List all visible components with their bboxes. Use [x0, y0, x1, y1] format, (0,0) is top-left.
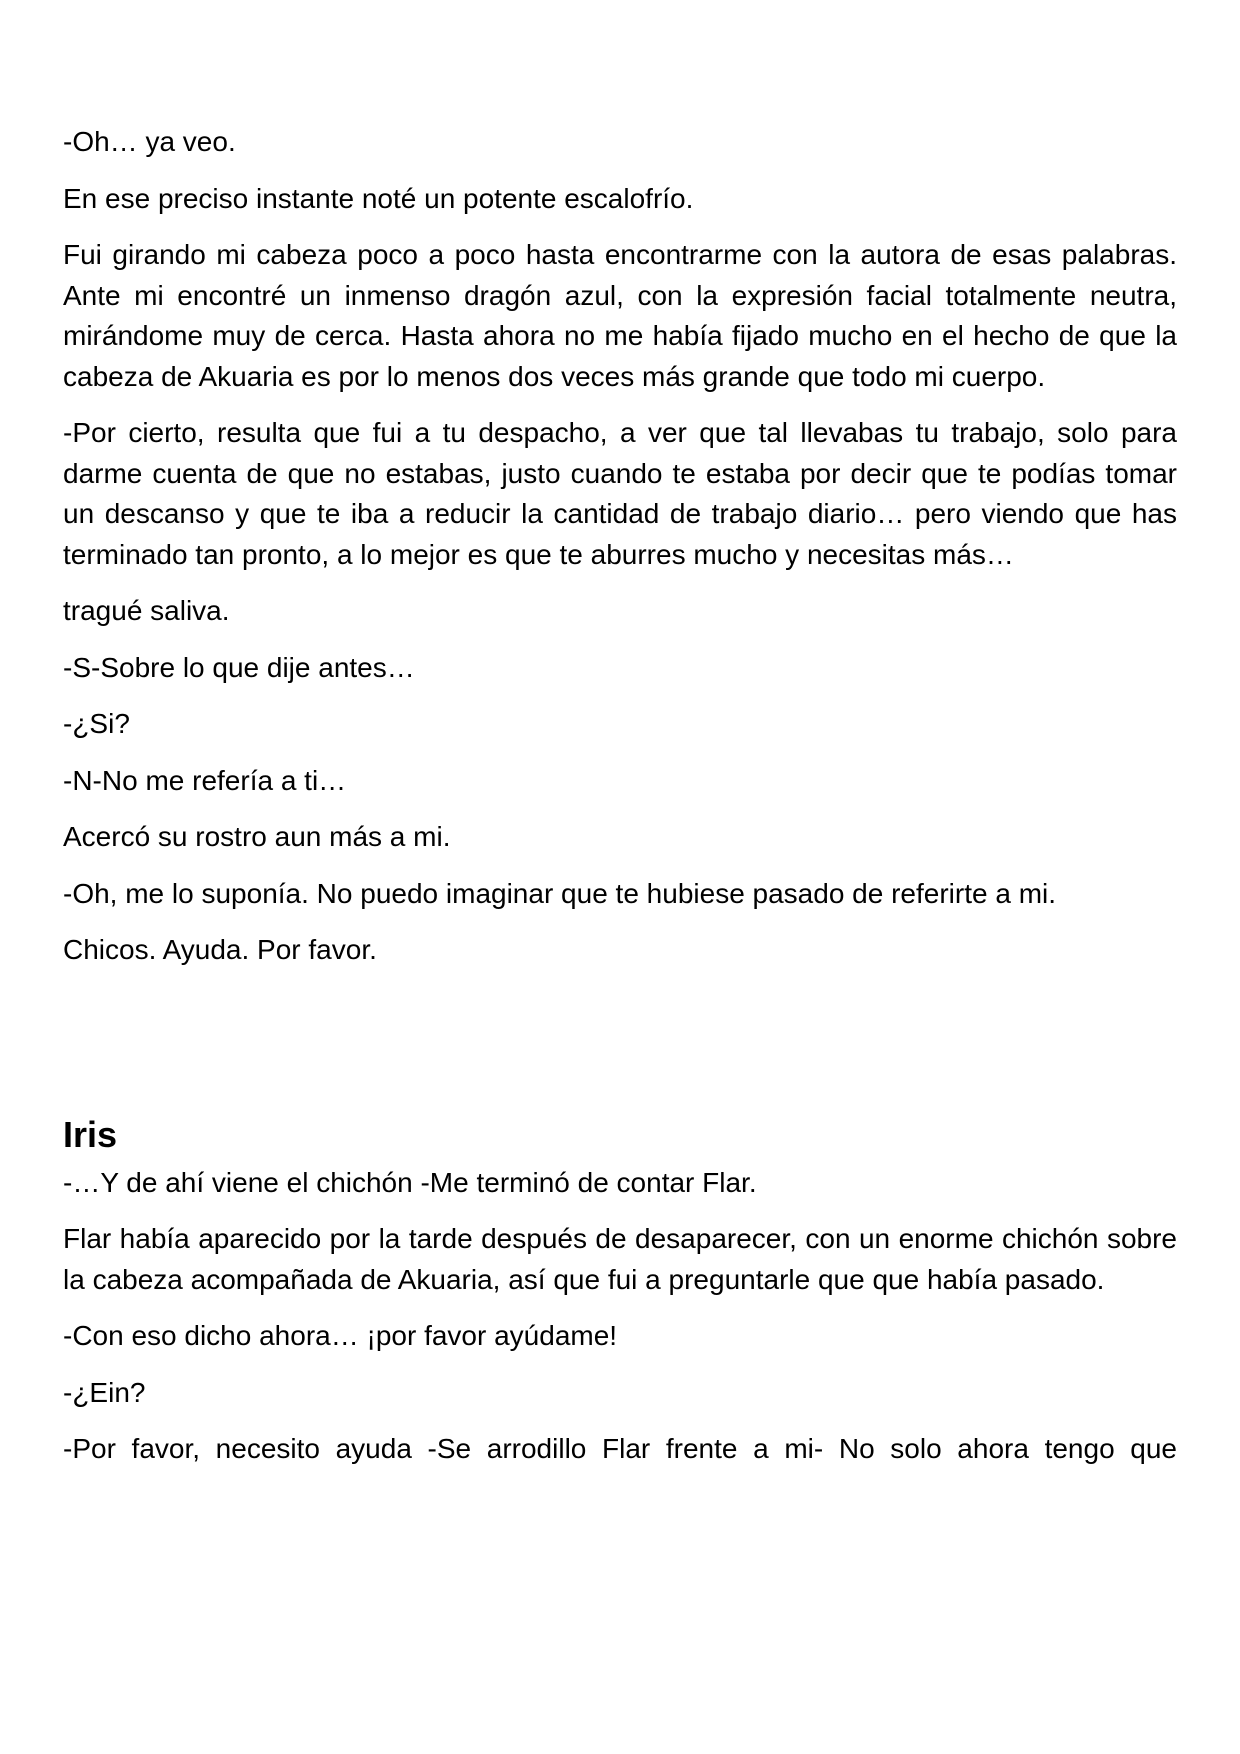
- paragraph: -Oh… ya veo.: [63, 126, 236, 157]
- paragraph: Fui girando mi cabeza poco a poco hasta encontrarme con la autora de esas palabras. Ante mi encontré un inmenso dragón azul, con la expresión facial totalmente neutra, mirándome muy de cerca. Hasta ahora no me había fijado mucho en el hecho de que la cabeza de Akuaria es por lo menos dos veces más grande que todo mi cuerpo.: [63, 239, 1177, 392]
- section-heading: Iris: [63, 1113, 118, 1155]
- paragraph: Acercó su rostro aun más a mi.: [63, 821, 451, 852]
- paragraph: -Con eso dicho ahora… ¡por favor ayúdame!: [63, 1320, 618, 1351]
- paragraph: Chicos. Ayuda. Por favor.: [63, 934, 377, 965]
- section-spacer: [63, 987, 1177, 1113]
- paragraph: -S-Sobre lo que dije antes…: [63, 651, 415, 683]
- document-page: [63, 122, 1177, 1486]
- paragraph: Flar había aparecido por la tarde después de desaparecer, con un enorme chichón sobre la cabeza acompañada de Akuaria, así que fui a preguntarle que que había pasado.: [63, 1223, 1177, 1295]
- paragraph: -¿Ein?: [63, 1376, 146, 1408]
- paragraph: -…Y de ahí viene el chichón -Me terminó de contar Flar.: [63, 1166, 757, 1198]
- paragraph: tragué saliva.: [63, 595, 230, 626]
- paragraph: -Por cierto, resulta que fui a tu despacho, a ver que tal llevabas tu trabajo, solo para darme cuenta de que no estabas, justo cuando te estaba por decir que te podías tomar un descanso y que te iba a reducir la cantidad de trabajo diario… pero viendo que has terminado tan pronto, a lo mejor es que te aburres mucho y necesitas más…: [63, 417, 1177, 570]
- paragraph: En ese preciso instante noté un potente escalofrío.: [63, 182, 694, 214]
- paragraph: -Por favor, necesito ayuda -Se arrodillo Flar frente a mi- No solo ahora tengo que: [63, 1433, 1177, 1464]
- paragraph: -Oh, me lo suponía. No puedo imaginar que te hubiese pasado de referirte a mi.: [63, 877, 1057, 909]
- paragraph: -¿Si?: [63, 708, 130, 739]
- paragraph: -N-No me refería a ti…: [63, 764, 347, 796]
